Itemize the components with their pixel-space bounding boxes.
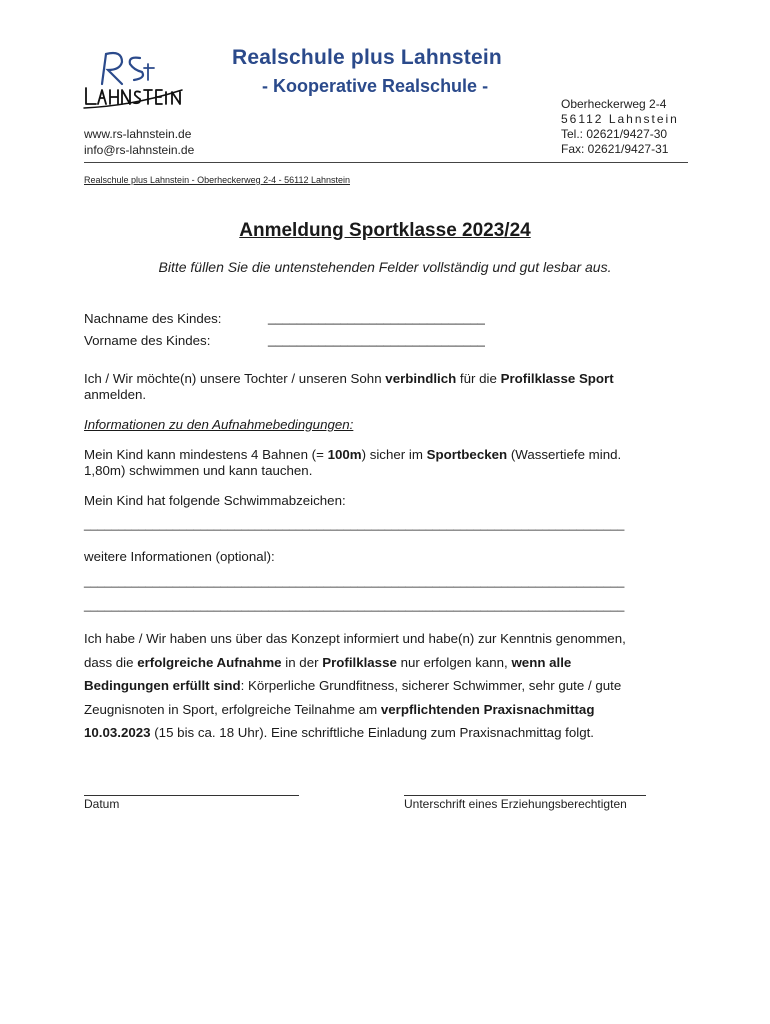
school-logo	[82, 46, 186, 118]
concept-bold: erfolgreiche Aufnahme	[137, 654, 282, 670]
school-subtitle: - Kooperative Realschule -	[262, 76, 489, 96]
concept-text: in der	[281, 654, 323, 670]
swim-text-1: Mein Kind kann mindestens 4 Bahnen (=	[84, 447, 328, 462]
document-title: Anmeldung Sportklasse 2023/24	[239, 220, 531, 241]
concept-line-3	[84, 674, 684, 698]
concept-statement	[84, 627, 684, 745]
school-name: Realschule plus Lahnstein	[232, 46, 502, 69]
optional-field-1[interactable]: _______________________________________________________________________________	[84, 574, 625, 588]
school-email: info@rs-lahnstein.de	[84, 143, 195, 157]
address-tel: Tel.: 02621/9427-30	[561, 127, 668, 141]
vorname-label: Vorname des Kindes:	[84, 333, 211, 348]
badges-label: Mein Kind hat folgende Schwimmabzeichen:	[84, 493, 346, 508]
optional-label: weitere Informationen (optional):	[84, 549, 275, 564]
concept-line-5	[84, 721, 684, 745]
concept-text: : Körperliche Grundfitness, sicherer Schwimmer, sehr gute / gute	[240, 678, 622, 693]
header-divider	[84, 162, 688, 163]
nachname-label: Nachname des Kindes:	[84, 311, 222, 326]
registration-text-3: anmelden.	[84, 387, 147, 402]
registration-text-1: Ich / Wir möchte(n) unsere Tochter / unseren Sohn	[84, 371, 386, 386]
swim-bold-pool: Sportbecken	[426, 447, 508, 462]
badges-field[interactable]: _______________________________________________________________________________	[84, 517, 625, 531]
optional-field-2[interactable]: _______________________________________________________________________________	[84, 598, 625, 612]
concept-bold-date: 10.03.2023	[84, 725, 151, 740]
date-label: Datum	[84, 797, 120, 811]
school-website: www.rs-lahnstein.de	[84, 127, 192, 141]
swim-statement	[84, 447, 684, 479]
address-street: Oberheckerweg 2-4	[561, 97, 667, 111]
concept-bold: Profilklasse	[322, 654, 397, 670]
address-city: 56112 Lahnstein	[561, 112, 679, 126]
concept-text: (15 bis ca. 18 Uhr). Eine schriftliche Einladung zum Praxisnachmittag folgt.	[150, 725, 594, 740]
concept-bold: verpflichtenden Praxisnachmittag	[380, 701, 595, 717]
registration-bold-class: Profilklasse Sport	[500, 371, 614, 386]
return-address: Realschule plus Lahnstein - Oberheckerweg 2-4 - 56112 Lahnstein	[84, 175, 350, 185]
concept-text: dass die	[84, 654, 138, 670]
address-fax: Fax: 02621/9427-31	[561, 142, 669, 156]
info-heading: Informationen zu den Aufnahmebedingungen:	[84, 417, 354, 432]
swim-text-4: 1,80m) schwimmen und kann tauchen.	[84, 463, 313, 478]
concept-bold: wenn alle	[511, 654, 572, 670]
swim-text-3: (Wassertiefe mind.	[507, 447, 622, 462]
concept-line-1: Ich habe / Wir haben uns über das Konzept informiert und habe(n) zur Kenntnis genommen,	[84, 631, 626, 646]
concept-bold: Bedingungen erfüllt sind	[84, 678, 241, 693]
registration-statement	[84, 371, 684, 403]
guardian-signature-label: Unterschrift eines Erziehungsberechtigten	[404, 797, 627, 811]
concept-text: Zeugnisnoten in Sport, erfolgreiche Teilnahme am	[84, 701, 381, 717]
vorname-field[interactable]: ______________________________	[268, 332, 485, 347]
school-address	[561, 97, 679, 157]
concept-text: nur erfolgen kann,	[396, 654, 512, 670]
concept-line-4	[84, 698, 684, 722]
nachname-field[interactable]: ______________________________	[268, 310, 485, 325]
concept-line-2	[84, 651, 684, 675]
guardian-signature-line[interactable]	[404, 795, 646, 796]
instruction-text: Bitte füllen Sie die untenstehenden Felder vollständig und gut lesbar aus.	[158, 259, 612, 275]
swim-text-2: ) sicher im	[361, 447, 427, 462]
date-signature-line[interactable]	[84, 795, 299, 796]
registration-text-2: für die	[456, 371, 501, 386]
swim-bold-distance: 100m	[327, 447, 362, 462]
registration-bold-binding: verbindlich	[385, 371, 457, 386]
